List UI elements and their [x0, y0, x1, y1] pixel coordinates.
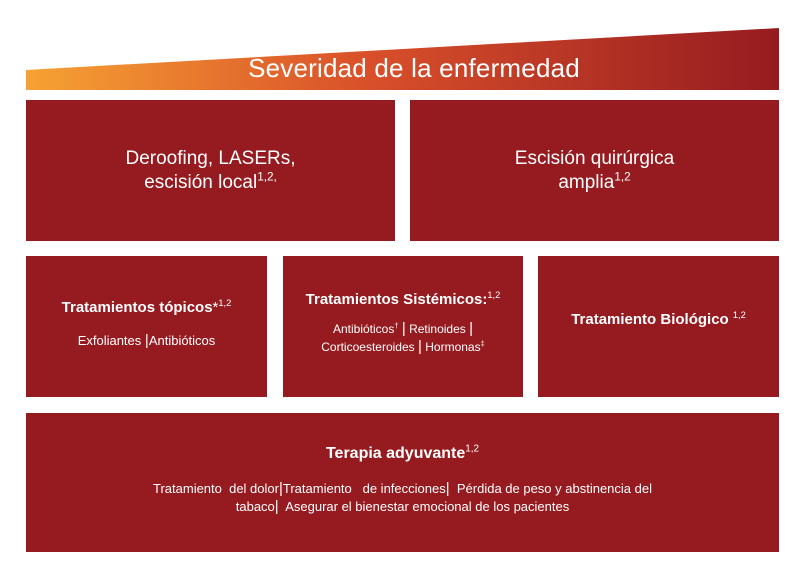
adjuvant-item-pain: Tratamiento del dolor: [153, 480, 279, 496]
adjuvant-item-tobacco: tabaco: [235, 498, 275, 514]
citation-sup: 1,2: [218, 297, 232, 308]
systemic-item-antibiotics: Antibióticos: [332, 321, 395, 336]
separator: |: [469, 319, 474, 337]
box-wide-excision-line2: [558, 171, 630, 195]
systemic-item-retinoids: Retinoides: [409, 321, 466, 336]
separator: |: [445, 479, 450, 497]
topical-title-text: Tratamientos tópicos: [61, 298, 213, 316]
biologic-title-text: Tratamiento Biológico: [571, 310, 729, 328]
citation-sup: 1,2,: [257, 170, 277, 184]
adjuvant-title: [326, 444, 479, 464]
box-surgical-local-text: escisión local: [144, 171, 258, 193]
topical-item-exfoliants: Exfoliantes: [77, 332, 142, 348]
topical-title: [62, 298, 232, 318]
severity-banner: [0, 0, 807, 95]
adjuvant-item-weight: Pérdida de peso y abstinencia del: [456, 480, 652, 496]
dagger-mark: †: [394, 320, 399, 330]
box-wide-excision: [410, 100, 779, 241]
box-surgical-local-line1: Deroofing, LASERs,: [125, 147, 296, 169]
box-surgical-local: [26, 100, 395, 241]
adjuvant-line1: [153, 480, 652, 498]
separator: |: [417, 337, 422, 355]
adjuvant-title-text: Terapia adyuvante: [325, 444, 466, 462]
topical-item-antibiotics: Antibióticos: [148, 332, 216, 348]
citation-sup: 1,2: [732, 309, 746, 320]
citation-sup: 1,2: [487, 289, 501, 300]
box-wide-excision-text: amplia: [558, 171, 615, 193]
systemic-line2: [321, 338, 484, 356]
box-surgical-local-line2: [144, 171, 277, 195]
severity-title: Severidad de la enfermedad: [248, 53, 580, 83]
separator: |: [278, 479, 283, 497]
biologic-title: [571, 310, 746, 330]
box-wide-excision-line1: Escisión quirúrgica: [514, 147, 675, 169]
box-topical: [26, 256, 267, 397]
systemic-item-hormones: Hormonas: [425, 339, 481, 354]
topical-items: [78, 332, 216, 350]
systemic-line1: [333, 320, 473, 338]
citation-sup: 1,2: [614, 170, 631, 184]
asterisk-mark: *: [212, 298, 219, 316]
box-systemic: [283, 256, 523, 397]
citation-sup: 1,2: [465, 443, 480, 455]
double-dagger-mark: ‡: [480, 338, 485, 348]
adjuvant-item-wellbeing: Asegurar el bienestar emocional de los pacientes: [285, 498, 570, 514]
box-adjuvant: [26, 413, 779, 552]
adjuvant-item-infections: Tratamiento de infecciones: [282, 480, 446, 496]
systemic-title-text: Tratamientos Sistémicos:: [305, 290, 488, 308]
box-biologic: [538, 256, 779, 397]
separator: |: [144, 331, 149, 349]
adjuvant-line2: [236, 498, 569, 516]
systemic-title: [306, 290, 501, 310]
separator: |: [401, 319, 406, 337]
separator: |: [274, 497, 279, 515]
systemic-item-corticosteroids: Corticoesteroides: [321, 339, 415, 354]
